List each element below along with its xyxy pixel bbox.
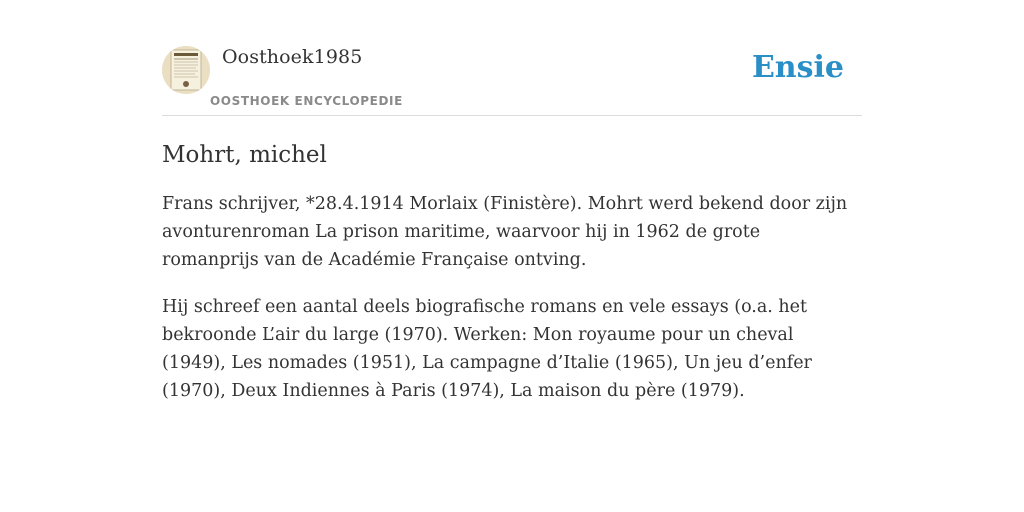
ensie-logo[interactable]: Ensie [751, 50, 844, 85]
article-paragraph-1: Frans schrijver, *28.4.1914 Morlaix (Finistère). Mohrt werd bekend door zijn avonturenroman La prison maritime, waarvoor hij in 1962 de grote romanprijs van de Académie Française ontving. [162, 194, 848, 270]
entry-card [162, 40, 862, 405]
avatar[interactable] [162, 46, 210, 94]
article-paragraph-2: Hij schreef een aantal deels biografische romans en vele essays (o.a. het bekroonde L’air du large (1970). Werken: Mon royaume pour un cheval (1949), Les nomades (1951), La campagne d’Italie (1965), Un jeu d’enfer (1970), Deux Indiennes à Paris (1974), La maison du père (1979). [162, 297, 812, 401]
encyclopedia-document-icon [162, 46, 210, 94]
source-label: OOSTHOEK ENCYCLOPEDIE [210, 94, 403, 108]
page-title: Mohrt, michel [162, 142, 327, 168]
entry-header [162, 40, 862, 116]
username-link[interactable]: Oosthoek1985 [222, 46, 363, 68]
